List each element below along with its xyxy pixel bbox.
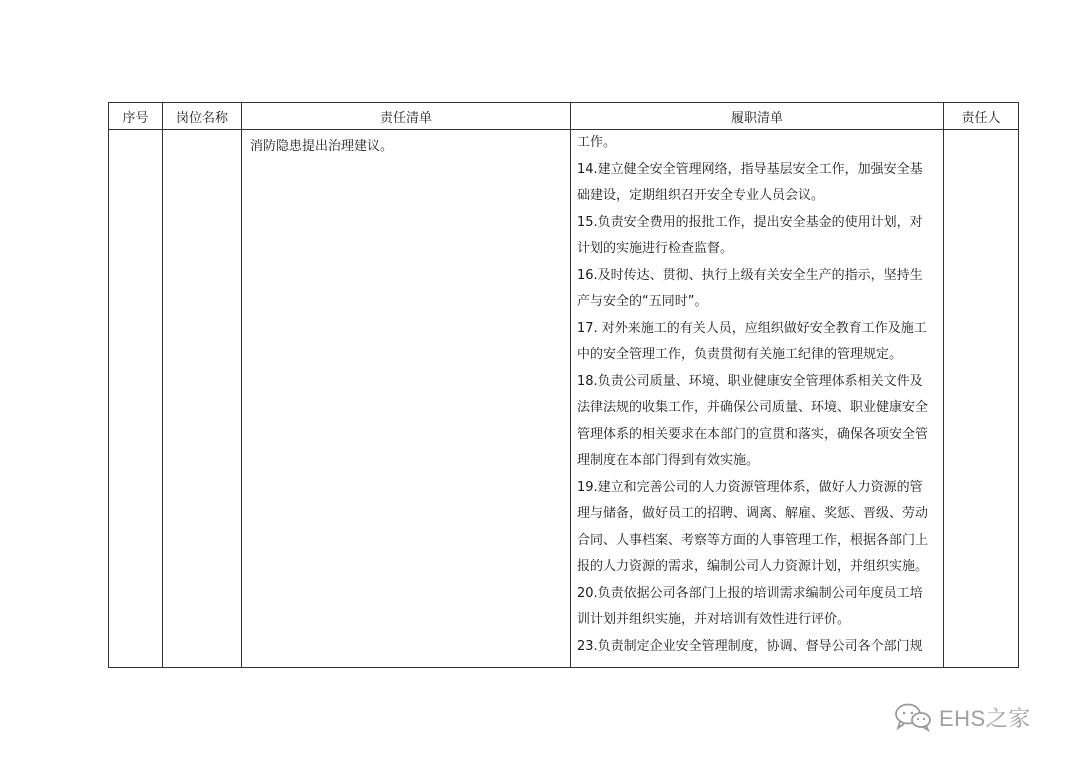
watermark <box>893 702 1031 732</box>
performance-line: 工作。 <box>577 135 617 150</box>
responsibility-table <box>108 102 1019 668</box>
performance-line: 础建设，定期组织召开安全专业人员会议。 <box>577 188 825 203</box>
performance-line: 计划的实施进行检查监督。 <box>577 241 734 256</box>
performance-line: 报的人力资源的需求，编制公司人力资源计划，并组织实施。 <box>577 559 929 574</box>
header-post-name: 岗位名称 <box>163 103 242 130</box>
performance-line: 16.及时传达、贯彻、执行上级有关安全生产的指示，坚持生 <box>577 267 923 283</box>
performance-line: 19.建立和完善公司的人力资源管理体系，做好人力资源的管 <box>577 479 923 495</box>
performance-line: 法律法规的收集工作，并确保公司质量、环境、职业健康安全 <box>577 400 929 415</box>
table-header-row <box>109 103 1019 130</box>
table-row <box>109 130 1019 668</box>
performance-line: 理制度在本部门得到有效实施。 <box>577 453 760 468</box>
performance-line: 15.负责安全费用的报批工作，提出安全基金的使用计划，对 <box>577 214 923 230</box>
performance-line: 训计划并组织实施，并对培训有效性进行评价。 <box>577 612 851 627</box>
performance-line: 中的安全管理工作，负责贯彻有关施工纪律的管理规定。 <box>577 347 903 362</box>
cell-responsibility: 消防隐患提出治理建议。 <box>242 130 571 668</box>
performance-line: 17. 对外来施工的有关人员，应组织做好安全教育工作及施工 <box>577 320 927 336</box>
performance-line: 合同、人事档案、考察等方面的人事管理工作，根据各部门上 <box>577 532 929 548</box>
cell-serial-number <box>109 130 163 668</box>
performance-line: 产与安全的“五同时”。 <box>577 294 708 309</box>
performance-line: 20.负责依据公司各部门上报的培训需求编制公司年度员工培 <box>577 585 923 601</box>
wechat-icon <box>893 702 933 732</box>
performance-line: 18.负责公司质量、环境、职业健康安全管理体系相关文件及 <box>577 373 923 389</box>
cell-responsible-person <box>944 130 1019 668</box>
performance-line: 23.负责制定企业安全管理制度，协调、督导公司各个部门规 <box>577 638 923 654</box>
performance-line: 14.建立健全安全管理网络，指导基层安全工作，加强安全基 <box>577 161 923 177</box>
cell-post-name <box>163 130 242 668</box>
watermark-text: EHS之家 <box>939 705 1031 731</box>
cell-performance <box>571 130 944 668</box>
performance-line: 理与储备，做好员工的招聘、调离、解雇、奖惩、晋级、劳动 <box>577 506 929 521</box>
header-serial-number: 序号 <box>109 103 163 130</box>
header-performance-list: 履职清单 <box>571 103 944 130</box>
header-responsible-person: 责任人 <box>944 103 1019 130</box>
performance-line: 管理体系的相关要求在本部门的宣贯和落实，确保各项安全管 <box>577 426 929 442</box>
header-responsibility-list: 责任清单 <box>242 103 571 130</box>
